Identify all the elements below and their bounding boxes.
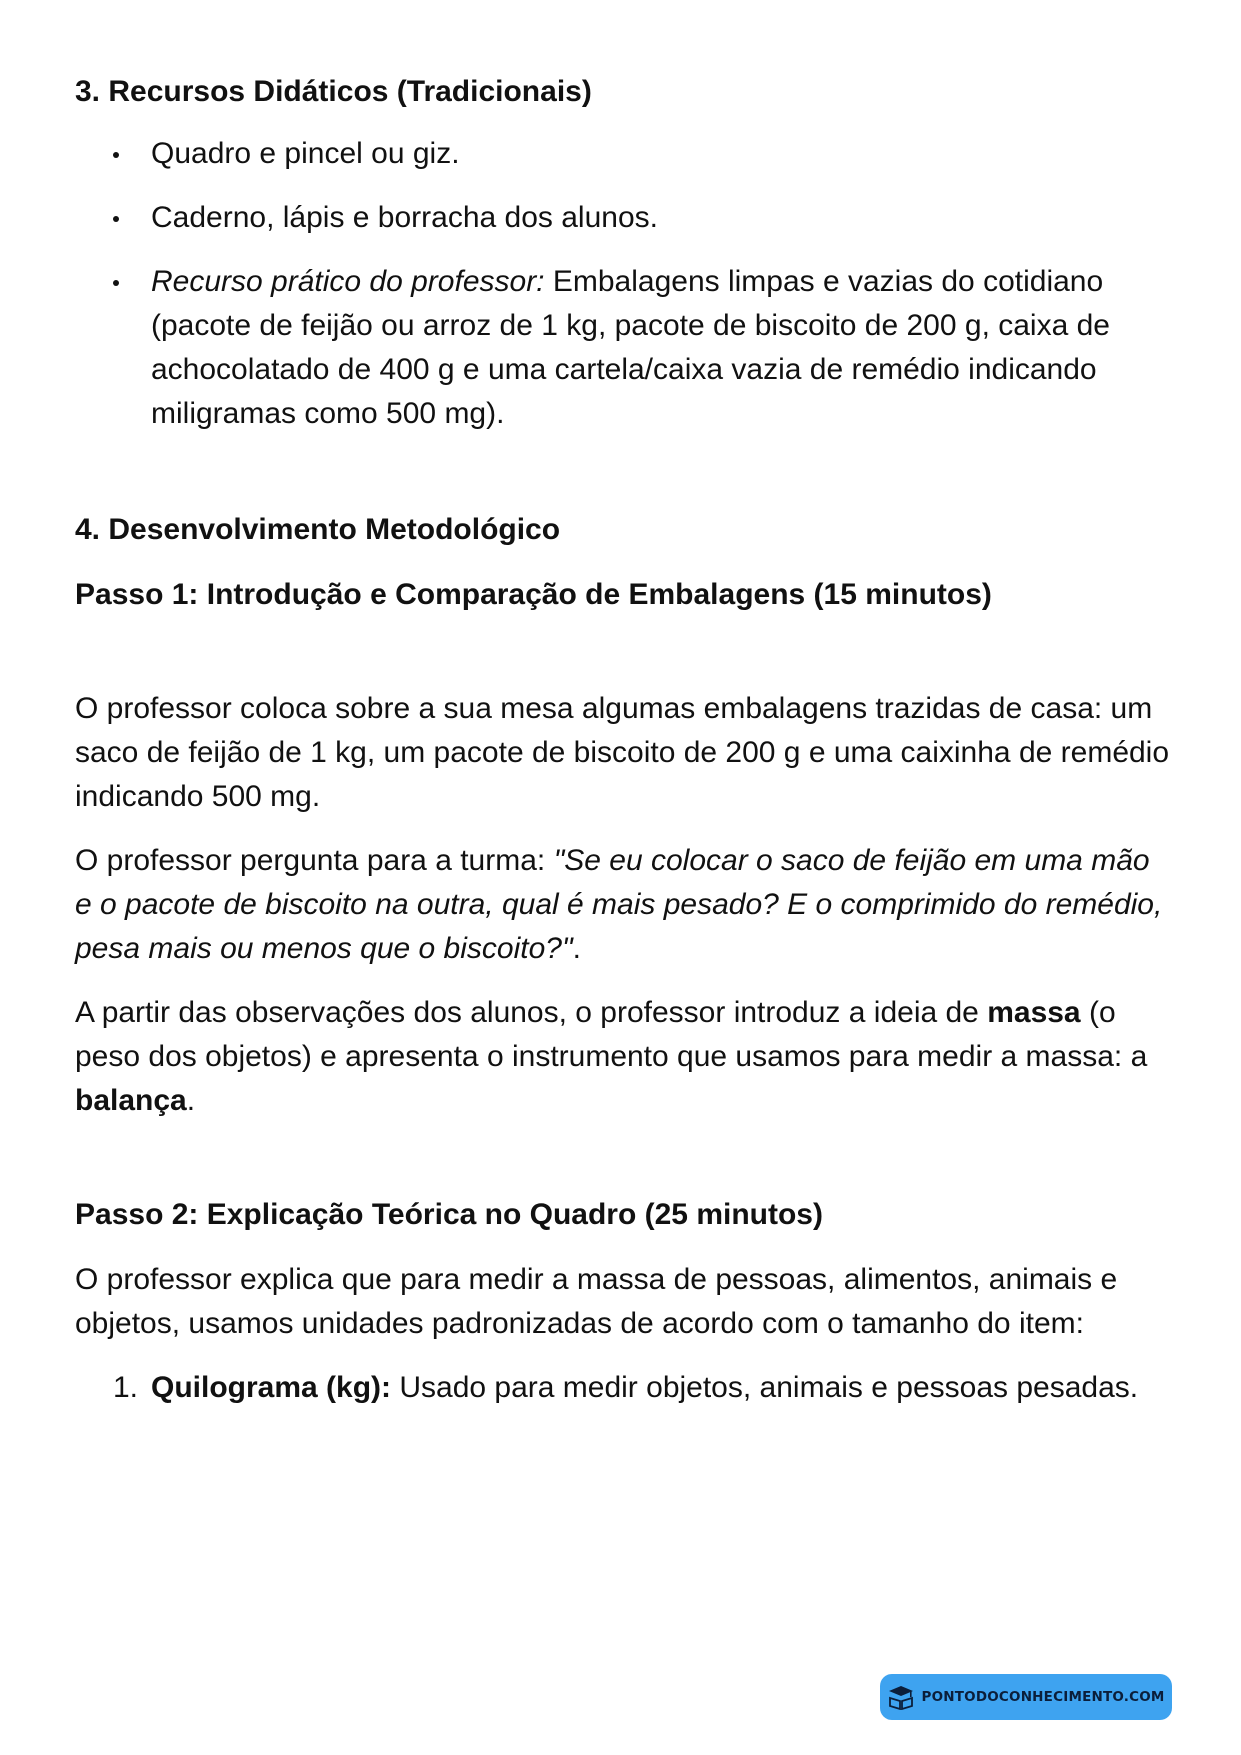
- step-1-paragraph-3: [75, 991, 1170, 1123]
- paragraph-text: A partir das observações dos alunos, o professor introduz a ideia de: [75, 996, 988, 1029]
- site-name: PONTODOCONHECIMENTO.COM: [921, 1689, 1165, 1705]
- step-2-heading: Passo 2: Explicação Teórica no Quadro (25 minutos): [75, 1198, 823, 1231]
- term-balanca: balança: [75, 1084, 187, 1117]
- list-item-text: Quadro e pincel ou giz.: [151, 137, 460, 170]
- site-badge-link[interactable]: [880, 1674, 1172, 1720]
- units-list: [75, 1366, 1170, 1410]
- list-item-text: Embalagens limpas e vazias do cotidiano (pacote de feijão ou arroz de 1 kg, pacote de biscoito de 200 g, caixa de achocolatado de 400 g e uma cartela/caixa vazia de remédio indicando miligramas como 500 mg).: [151, 265, 1110, 430]
- term-massa: massa: [987, 996, 1081, 1029]
- paragraph-text: .: [186, 1084, 196, 1117]
- list-item-text: Usado para medir objetos, animais e pessoas pesadas.: [391, 1371, 1139, 1404]
- section-3-heading: 3. Recursos Didáticos (Tradicionais): [75, 75, 592, 108]
- bullet-icon: [113, 216, 119, 222]
- section-4-heading: 4. Desenvolvimento Metodológico: [75, 513, 561, 546]
- list-item: [75, 1366, 1170, 1410]
- step-1-paragraph-2: [75, 839, 1170, 971]
- list-item-number: 1.: [113, 1371, 139, 1404]
- resources-list: [75, 132, 1170, 436]
- paragraph-text: O professor pergunta para a turma:: [75, 844, 554, 877]
- list-item-italic-label: Recurso prático do professor:: [151, 265, 545, 298]
- list-item: [75, 132, 1170, 176]
- bullet-icon: [113, 280, 119, 286]
- step-1-heading: Passo 1: Introdução e Comparação de Embalagens (15 minutos): [75, 578, 992, 611]
- bullet-icon: [113, 152, 119, 158]
- document-page: [75, 70, 1170, 1410]
- list-item-text: Caderno, lápis e borracha dos alunos.: [151, 201, 658, 234]
- teacher-question-quote: "Se eu colocar o saco de feijão em uma mão e o pacote de biscoito na outra, qual é mais pesado? E o comprimido do remédio, pesa mais ou menos que o biscoito?": [75, 844, 1163, 965]
- step-1-paragraph-1: O professor coloca sobre a sua mesa algumas embalagens trazidas de casa: um saco de feijão de 1 kg, um pacote de biscoito de 200 g e uma caixinha de remédio indicando 500 mg.: [75, 692, 1170, 813]
- paragraph-text: (o peso dos objetos) e apresenta o instrumento que usamos para medir a massa: a: [75, 996, 1148, 1073]
- paragraph-text: .: [572, 932, 581, 965]
- list-item: [75, 260, 1170, 436]
- unit-name: Quilograma (kg):: [151, 1371, 392, 1404]
- list-item: [75, 196, 1170, 240]
- step-2-paragraph-1: O professor explica que para medir a massa de pessoas, alimentos, animais e objetos, usamos unidades padronizadas de acordo com o tamanho do item:: [75, 1263, 1118, 1340]
- graduation-book-icon: [887, 1684, 915, 1710]
